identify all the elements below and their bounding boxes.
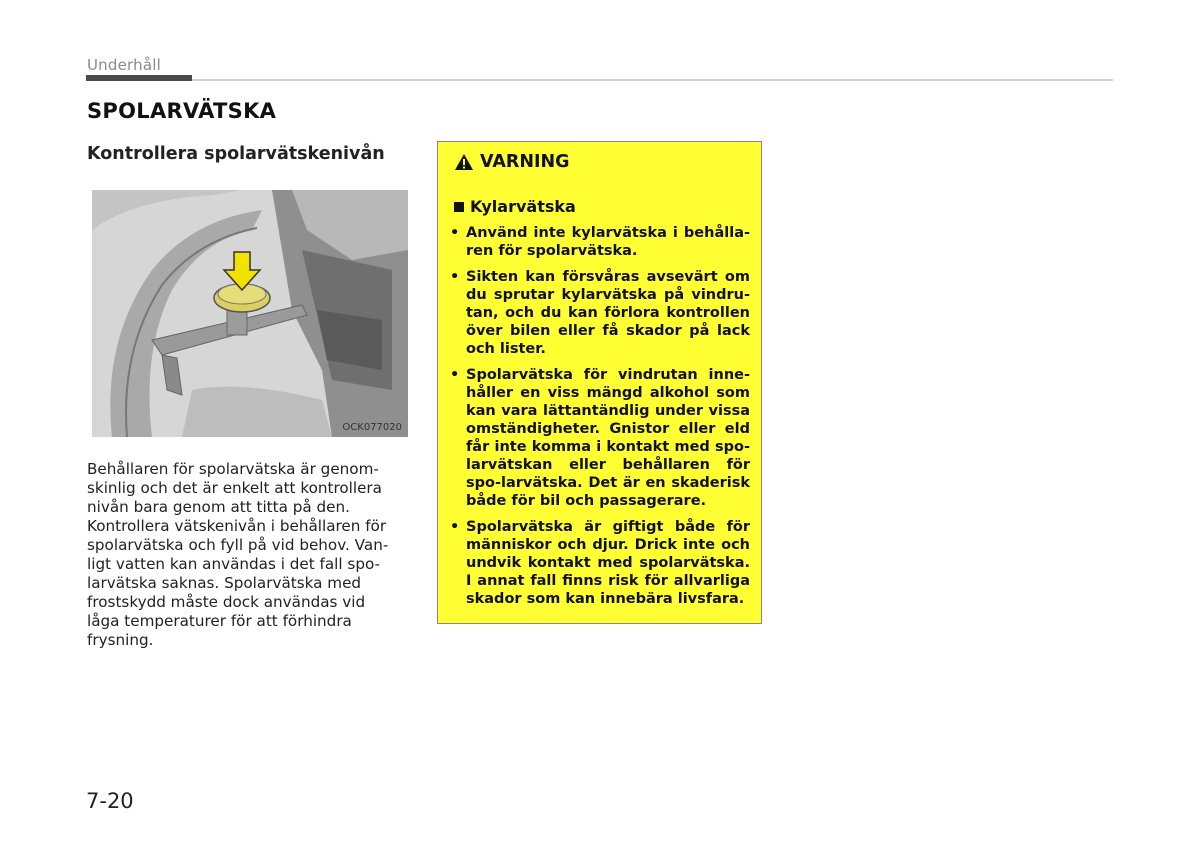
body-line: Kontrollera vätskenivån i behållaren för [87, 517, 387, 535]
warning-title [454, 152, 570, 172]
washer-reservoir-illustration [92, 190, 408, 437]
bullet-icon: • [450, 269, 460, 285]
body-line: spolarvätska och fyll på vid behov. Van- [87, 536, 389, 554]
body-line: nivån bara genom att titta på den. [87, 498, 350, 516]
square-bullet-icon [454, 202, 464, 212]
bullet-icon: • [450, 367, 460, 383]
body-line: frysning. [87, 631, 154, 649]
bullet-icon: • [450, 519, 460, 535]
body-line: Behållaren för spolarvätska är genom- [87, 460, 379, 478]
warning-item [450, 366, 750, 510]
sub-title: Kontrollera spolarvätskenivån [87, 144, 385, 164]
body-line: skinlig och det är enkelt att kontrollera [87, 479, 382, 497]
section-title: SPOLARVÄTSKA [87, 99, 277, 123]
warning-item [450, 224, 750, 260]
body-line: larvätska saknas. Spolarvätska med [87, 574, 362, 592]
warning-triangle-icon [454, 153, 474, 171]
body-line: ligt vatten kan användas i det fall spo- [87, 555, 381, 573]
body-line: låga temperaturer för att förhindra [87, 612, 352, 630]
warning-item [450, 268, 750, 358]
warning-box [437, 141, 762, 624]
warning-item-text: Sikten kan försvåras avsevärt om du sprutar kylarvätska på vindru-tan, och du kan förlora kontrollen över bilen eller få skador på lack och lister. [466, 269, 750, 357]
body-paragraph [87, 460, 411, 650]
bullet-icon: • [450, 225, 460, 241]
body-line: frostskydd måste dock användas vid [87, 593, 366, 611]
warning-subheading-text: Kylarvätska [470, 197, 576, 216]
warning-item [450, 518, 750, 608]
header-accent-bar [86, 75, 192, 81]
header-section-label: Underhåll [87, 56, 161, 74]
warning-title-text: VARNING [480, 152, 570, 172]
warning-item-text: Spolarvätska för vindrutan inne-håller en viss mängd alkohol som kan vara lättantändlig under vissa omständigheter. Gnistor eller eld får inte komma i kontakt med spo-larvätskan eller behållaren för spo-larvätska. Det är en skaderisk både för bil och passagerare. [466, 367, 750, 509]
warning-subheading [454, 197, 576, 216]
page-number: 7-20 [86, 789, 134, 813]
warning-list [450, 224, 750, 616]
warning-item-text: Använd inte kylarvätska i behålla-ren för spolarvätska. [466, 225, 750, 259]
engine-bay-drawing [92, 190, 408, 437]
header-divider [192, 79, 1113, 81]
figure-code: OCK077020 [342, 422, 402, 433]
warning-item-text: Spolarvätska är giftigt både för människor och djur. Drick inte och undvik kontakt med spolarvätska. I annat fall finns risk för allvarliga skador som kan innebära livsfara. [466, 519, 750, 607]
